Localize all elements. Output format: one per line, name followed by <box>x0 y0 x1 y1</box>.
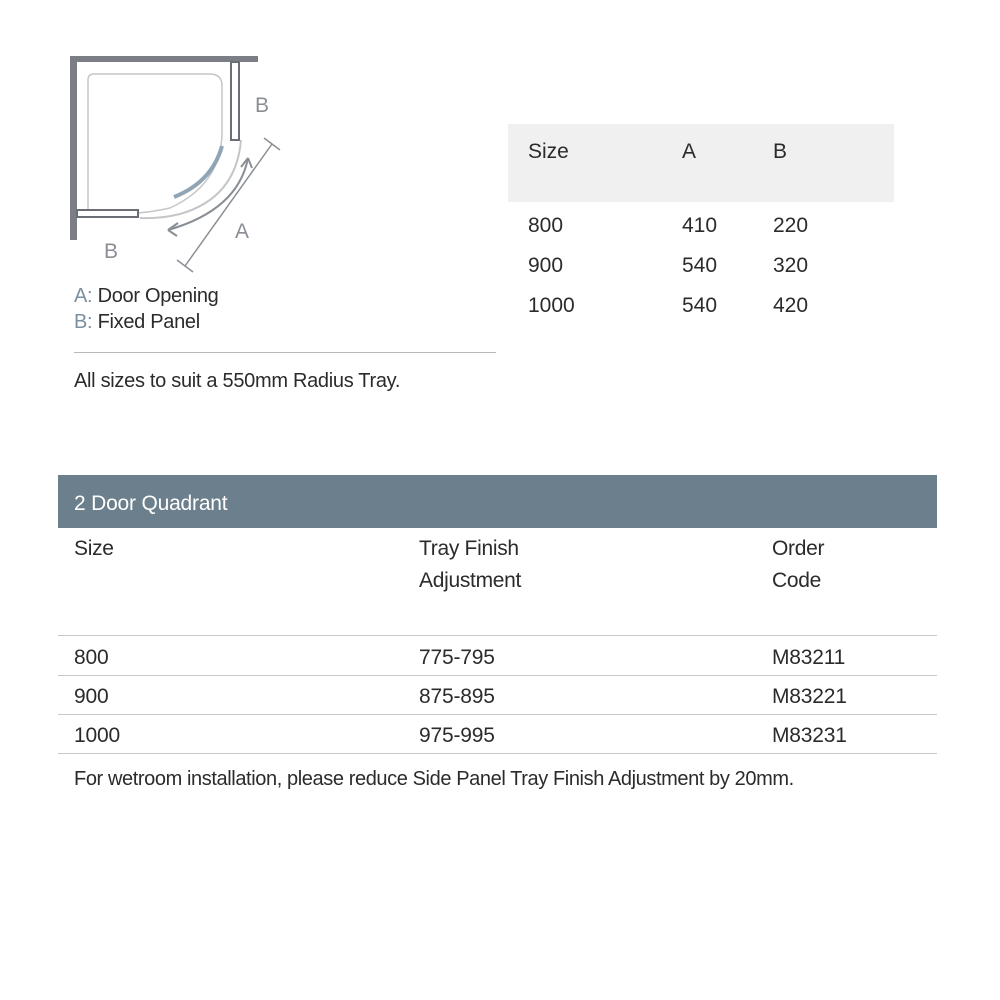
order-cell-code: M83231 <box>772 724 847 747</box>
row-divider <box>58 635 937 636</box>
dims-cell: 800 <box>528 214 564 237</box>
order-cell-size: 900 <box>74 685 109 708</box>
dims-cell: 410 <box>682 214 718 237</box>
order-cell-size: 1000 <box>74 724 120 747</box>
order-table-title: 2 Door Quadrant <box>74 492 228 515</box>
wall-top <box>70 56 258 62</box>
order-header-tray-finish <box>419 533 521 597</box>
order-header-order-code <box>772 533 824 597</box>
order-cell-tray: 975-995 <box>419 724 495 747</box>
tray-note: All sizes to suit a 550mm Radius Tray. <box>74 370 401 392</box>
dimension-tick-2 <box>177 260 193 272</box>
legend-text-a: Door Opening <box>97 285 219 307</box>
dims-header-size: Size <box>528 140 569 163</box>
order-header-tray-line1: Tray Finish <box>419 537 519 560</box>
row-divider <box>58 753 937 754</box>
dims-header-b: B <box>773 140 788 163</box>
order-cell-tray: 875-895 <box>419 685 495 708</box>
dimension-tick-1 <box>264 138 280 150</box>
wall-left <box>70 56 77 240</box>
order-header-size: Size <box>74 537 114 560</box>
row-divider <box>58 714 937 715</box>
door-arc-outer <box>140 140 241 218</box>
dims-cell: 540 <box>682 254 718 277</box>
dims-header-a: A <box>682 140 697 163</box>
tray-outline <box>88 74 222 215</box>
legend-fixed-panel <box>74 311 200 334</box>
dims-cell: 320 <box>773 254 809 277</box>
shower-quadrant-diagram <box>60 50 300 280</box>
legend-text-b: Fixed Panel <box>97 311 200 333</box>
order-cell-size: 800 <box>74 646 109 669</box>
dimension-line <box>185 144 272 266</box>
order-header-code-line2: Code <box>772 569 822 592</box>
order-header-tray-line2: Adjustment <box>419 569 522 592</box>
wetroom-note: For wetroom installation, please reduce Side Panel Tray Finish Adjustment by 20mm. <box>74 768 794 790</box>
label-b-bottom: B <box>104 240 119 263</box>
dims-cell: 900 <box>528 254 564 277</box>
row-divider <box>58 675 937 676</box>
legend-door-opening <box>74 285 218 308</box>
label-a: A <box>235 220 250 243</box>
dims-cell: 420 <box>773 294 809 317</box>
order-cell-code: M83221 <box>772 685 847 708</box>
fixed-panel-bottom <box>77 210 138 217</box>
order-cell-code: M83211 <box>772 646 846 669</box>
dims-cell: 540 <box>682 294 718 317</box>
dims-cell: 1000 <box>528 294 575 317</box>
order-cell-tray: 775-795 <box>419 646 495 669</box>
label-b-right: B <box>255 94 270 117</box>
legend-key-a: A: <box>74 285 93 307</box>
legend-divider <box>74 352 496 353</box>
fixed-panel-right <box>231 62 239 140</box>
order-header-code-line1: Order <box>772 537 825 560</box>
dims-cell: 220 <box>773 214 809 237</box>
legend-key-b: B: <box>74 311 93 333</box>
